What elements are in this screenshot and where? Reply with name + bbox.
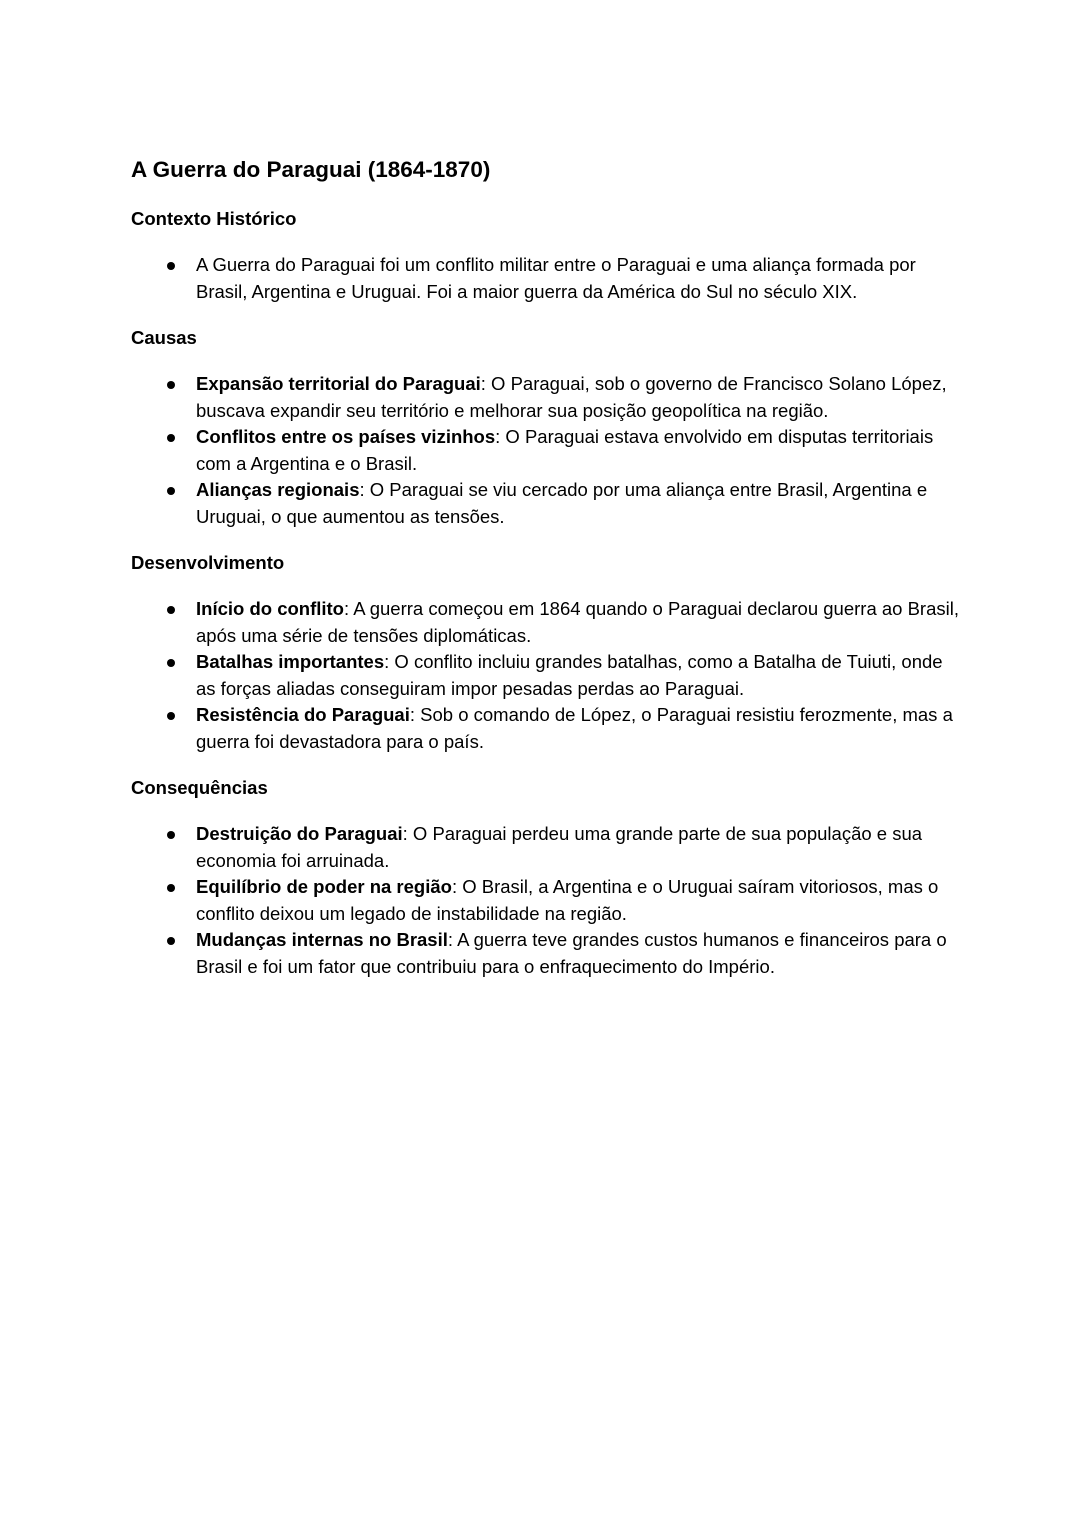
bullet-text: : Sob o comando de López, o Paraguai resistiu ferozmente, mas a guerra foi devastadora para o país. bbox=[196, 704, 953, 752]
section-heading-causas: Causas bbox=[131, 327, 197, 348]
bullet-text: : O Paraguai perdeu uma grande parte de sua população e sua economia foi arruinada. bbox=[196, 823, 923, 871]
bullet-icon bbox=[167, 659, 175, 667]
bullet-text: : A guerra começou em 1864 quando o Paraguai declarou guerra ao Brasil, após uma série de tensões diplomáticas. bbox=[196, 598, 959, 646]
bullet-icon bbox=[167, 712, 175, 720]
list-item bbox=[131, 927, 961, 980]
bullet-icon bbox=[167, 262, 175, 270]
bullet-term: Resistência do Paraguai bbox=[196, 704, 410, 725]
bullet-icon bbox=[167, 487, 175, 495]
document-title: A Guerra do Paraguai (1864-1870) bbox=[131, 157, 491, 182]
bullet-icon bbox=[167, 606, 175, 614]
bullet-icon bbox=[167, 884, 175, 892]
section-heading-desenvolvimento: Desenvolvimento bbox=[131, 552, 285, 573]
list-item bbox=[131, 252, 961, 305]
bullet-term: Batalhas importantes bbox=[196, 651, 385, 672]
bullet-text: : O Paraguai, sob o governo de Francisco Solano López, buscava expandir seu território e melhorar sua posição geopolítica na região. bbox=[196, 373, 947, 421]
bullet-list-contexto bbox=[131, 252, 961, 305]
list-item bbox=[131, 371, 961, 424]
bullet-term: Equilíbrio de poder na região bbox=[196, 876, 452, 897]
bullet-term: Início do conflito bbox=[196, 598, 344, 619]
document-page bbox=[131, 155, 961, 1000]
list-item bbox=[131, 702, 961, 755]
section-heading-consequencias: Consequências bbox=[131, 777, 268, 798]
bullet-list-desenvolvimento bbox=[131, 596, 961, 755]
bullet-icon bbox=[167, 381, 175, 389]
bullet-term: Destruição do Paraguai bbox=[196, 823, 403, 844]
list-item bbox=[131, 821, 961, 874]
list-item bbox=[131, 477, 961, 530]
bullet-text: A Guerra do Paraguai foi um conflito militar entre o Paraguai e uma aliança formada por Brasil, Argentina e Uruguai. Foi a maior guerra da América do Sul no século XIX. bbox=[196, 254, 916, 302]
list-item bbox=[131, 649, 961, 702]
bullet-text: : O Paraguai se viu cercado por uma aliança entre Brasil, Argentina e Uruguai, o que aumentou as tensões. bbox=[196, 479, 928, 527]
bullet-text: : O Paraguai estava envolvido em disputas territoriais com a Argentina e o Brasil. bbox=[196, 426, 934, 474]
bullet-list-consequencias bbox=[131, 821, 961, 980]
bullet-text: : A guerra teve grandes custos humanos e financeiros para o Brasil e foi um fator que contribuiu para o enfraquecimento do Império. bbox=[196, 929, 947, 977]
list-item bbox=[131, 596, 961, 649]
bullet-text: : O Brasil, a Argentina e o Uruguai saíram vitoriosos, mas o conflito deixou um legado de instabilidade na região. bbox=[196, 876, 939, 924]
bullet-icon bbox=[167, 434, 175, 442]
list-item bbox=[131, 424, 961, 477]
bullet-term: Expansão territorial do Paraguai bbox=[196, 373, 481, 394]
bullet-list-causas bbox=[131, 371, 961, 530]
bullet-icon bbox=[167, 831, 175, 839]
bullet-term: Alianças regionais bbox=[196, 479, 360, 500]
list-item bbox=[131, 874, 961, 927]
section-heading-contexto: Contexto Histórico bbox=[131, 208, 297, 229]
bullet-term: Mudanças internas no Brasil bbox=[196, 929, 448, 950]
bullet-term: Conflitos entre os países vizinhos bbox=[196, 426, 496, 447]
bullet-icon bbox=[167, 937, 175, 945]
bullet-text: : O conflito incluiu grandes batalhas, como a Batalha de Tuiuti, onde as forças aliadas conseguiram impor pesadas perdas ao Paraguai. bbox=[196, 651, 943, 699]
